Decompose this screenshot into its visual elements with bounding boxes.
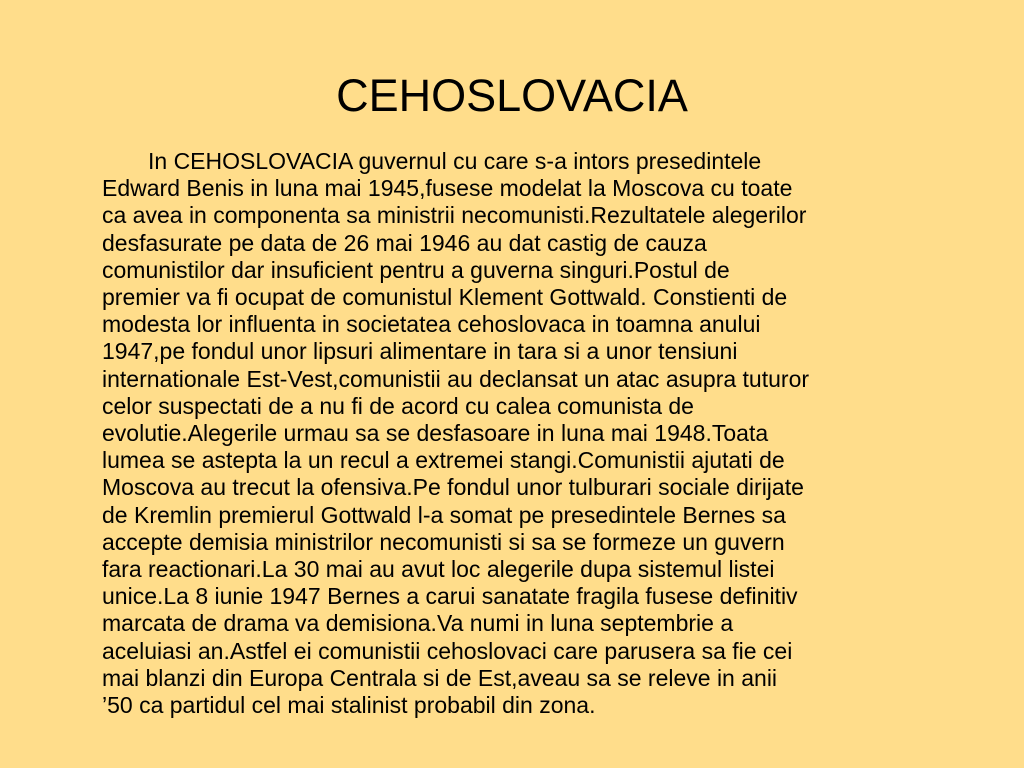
body-line: celor suspectati de a nu fi de acord cu calea comunista de [102,392,694,419]
body-line: aceluiasi an.Astfel ei comunistii cehoslovaci care parusera sa fie cei [102,637,793,664]
body-line: 1947,pe fondul unor lipsuri alimentare in tara si a unor tensiuni [102,338,738,365]
body-line: Moscova au trecut la ofensiva.Pe fondul unor tulburari sociale dirijate [102,474,804,501]
body-line: evolutie.Alegerile urmau sa se desfasoare in luna mai 1948.Toata [102,420,769,447]
body-line: accepte demisia ministrilor necomunisti si sa se formeze un guvern [102,528,785,555]
body-line: unice.La 8 iunie 1947 Bernes a carui sanatate fragila fusese definitiv [102,583,798,610]
body-line: modesta lor influenta in societatea cehoslovaca in toamna anului [102,311,761,338]
body-line: In CEHOSLOVACIA guvernul cu care s-a intors presedintele [148,148,762,174]
body-line: premier va fi ocupat de comunistul Klement Gottwald. Constienti de [102,284,788,311]
body-line: comunistilor dar insuficient pentru a guverna singuri.Postul de [102,256,730,283]
body-line: ’50 ca partidul cel mai stalinist probabil din zona. [102,692,596,719]
body-line: mai blanzi din Europa Centrala si de Est,aveau sa se releve in anii [102,664,778,691]
body-line: lumea se astepta la un recul a extremei stangi.Comunistii ajutati de [102,447,785,474]
body-line: ca avea in componenta sa ministrii necomunisti.Rezultatele alegerilor [102,202,807,229]
body-line: fara reactionari.La 30 mai au avut loc alegerile dupa sistemul listei [102,556,775,583]
body-line: internationale Est-Vest,comunistii au declansat un atac asupra tuturor [102,365,810,392]
body-line: de Kremlin premierul Gottwald l-a somat pe presedintele Bernes sa [102,501,786,528]
body-line: desfasurate pe data de 26 mai 1946 au dat castig de cauza [102,229,707,256]
slide-body [102,148,982,719]
body-line: Edward Benis in luna mai 1945,fusese modelat la Moscova cu toate [102,175,793,202]
body-line: marcata de drama va demisiona.Va numi in luna septembrie a [102,610,734,637]
slide-title: CEHOSLOVACIA [336,70,688,121]
